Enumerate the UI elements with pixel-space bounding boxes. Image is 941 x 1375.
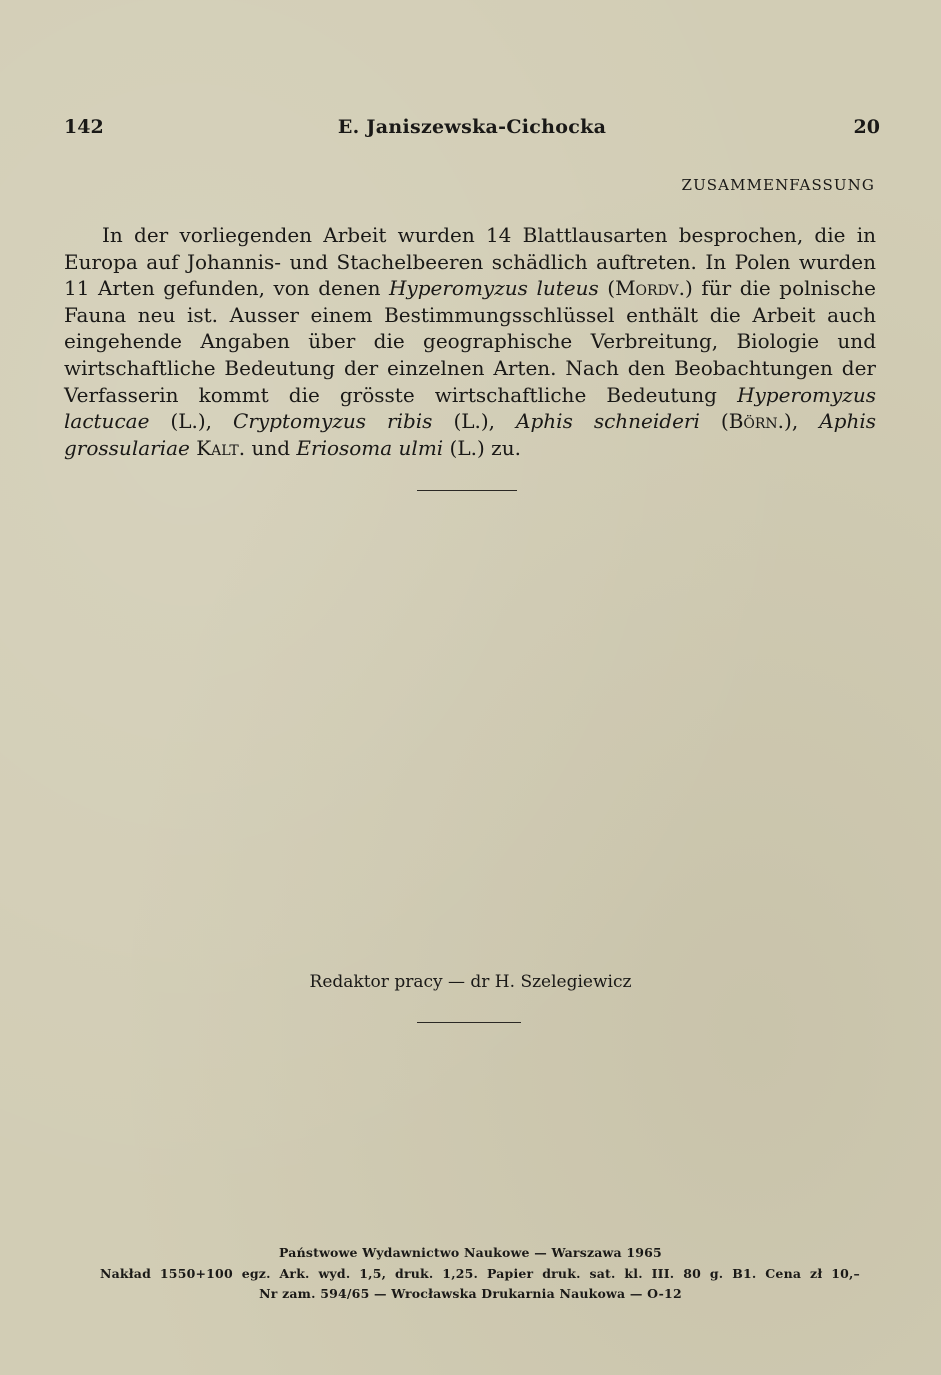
summary-text: (	[598, 276, 616, 301]
summary-text: In der vorliegenden Arbeit wurden 14 Blattlausarten besprochen, die in Europa auf Johannis- und Stachelbeeren schädlich auftreten. In Polen wurden 11 Arten gefunden, von denen	[64, 223, 876, 301]
divider	[417, 1022, 521, 1023]
running-head-author: E. Janiszewska-Cichocka	[337, 116, 607, 138]
species-name: Cryptomyzus ribis	[233, 409, 433, 434]
imprint-print-details: Nakład 1550+100 egz. Ark. wyd. 1,5, druk. 1,25. Papier druk. sat. kl. III. 80 g. B1. Cena zł 10,–	[100, 1266, 860, 1281]
species-name: Hyperomyzus lactucae	[64, 382, 876, 434]
species-name: Aphis schneideri	[516, 409, 700, 434]
species-name: Aphis grossulariae	[64, 409, 876, 460]
divider	[417, 490, 517, 491]
summary-text: (L.),	[149, 409, 234, 434]
summary-text: (L.),	[432, 409, 517, 434]
summary-text: ),	[784, 409, 820, 434]
imprint-publisher: Państwowe Wydawnictwo Naukowe — Warszawa 1965	[279, 1245, 662, 1260]
page-number: 142	[64, 116, 104, 138]
taxon-author: Börn.	[728, 409, 785, 434]
section-title: ZUSAMMENFASSUNG	[681, 176, 875, 194]
species-name: Hyperomyzus luteus	[388, 276, 599, 301]
taxon-author: Mordv.	[615, 276, 686, 301]
summary-text: (L.) zu.	[443, 435, 521, 460]
running-header	[64, 116, 880, 142]
summary-text: und	[245, 435, 297, 460]
imprint-order-number: Nr zam. 594/65 — Wrocławska Drukarnia Naukowa — O-12	[259, 1286, 682, 1301]
species-name: Eriosoma ulmi	[296, 435, 444, 460]
summary-text: (	[699, 409, 729, 434]
summary-text: ) für die polnische Fauna neu ist. Ausser einem Bestimmungsschlüssel enthält die Arbeit auch eingehende Angaben über die geographische Verbreitung, Biologie und wirtschaftliche Bedeutung der einzelnen Arten. Nach den Beobachtungen der Verfasserin kommt die grösste wirtschaftliche Bedeutung	[64, 276, 876, 407]
issue-number: 20	[853, 116, 880, 138]
summary-paragraph	[64, 222, 876, 461]
editor-credit: Redaktor pracy — dr H. Szelegiewicz	[309, 972, 632, 992]
taxon-author: Kalt.	[196, 435, 246, 460]
